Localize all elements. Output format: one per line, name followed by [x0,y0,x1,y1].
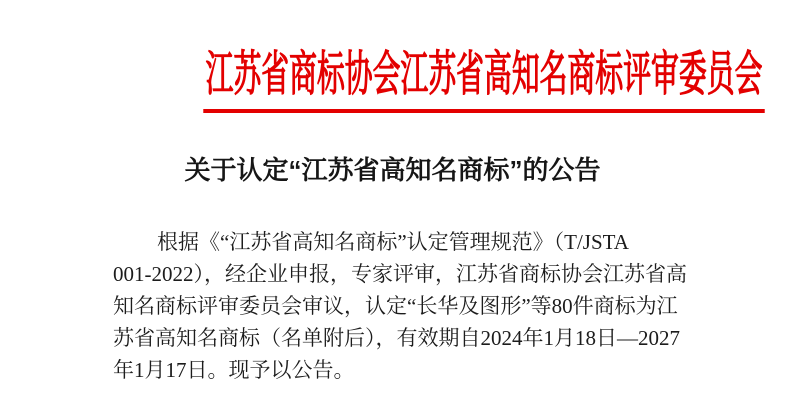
paragraph-line: 知名商标评审委员会审议，认定“长华及图形”等80件商标为江 [113,294,678,318]
organization-title: 江苏省商标协会江苏省高知名商标评审委员会 [203,46,764,113]
announcement-heading: 关于认定“江苏省高知名商标”的公告 [184,155,601,185]
announcement-body [113,226,687,386]
paragraph-line: 年1月17日。现予以公告。 [113,358,355,382]
paragraph-line: 苏省高知名商标（名单附后），有效期自2024年1月18日—2027 [113,326,680,350]
paragraph-line: 001-2022），经企业申报，专家评审，江苏省商标协会江苏省高 [113,262,687,286]
paragraph-line: 根据《“江苏省高知名商标”认定管理规范》（T/JSTA [157,230,629,254]
document-header [0,46,785,113]
